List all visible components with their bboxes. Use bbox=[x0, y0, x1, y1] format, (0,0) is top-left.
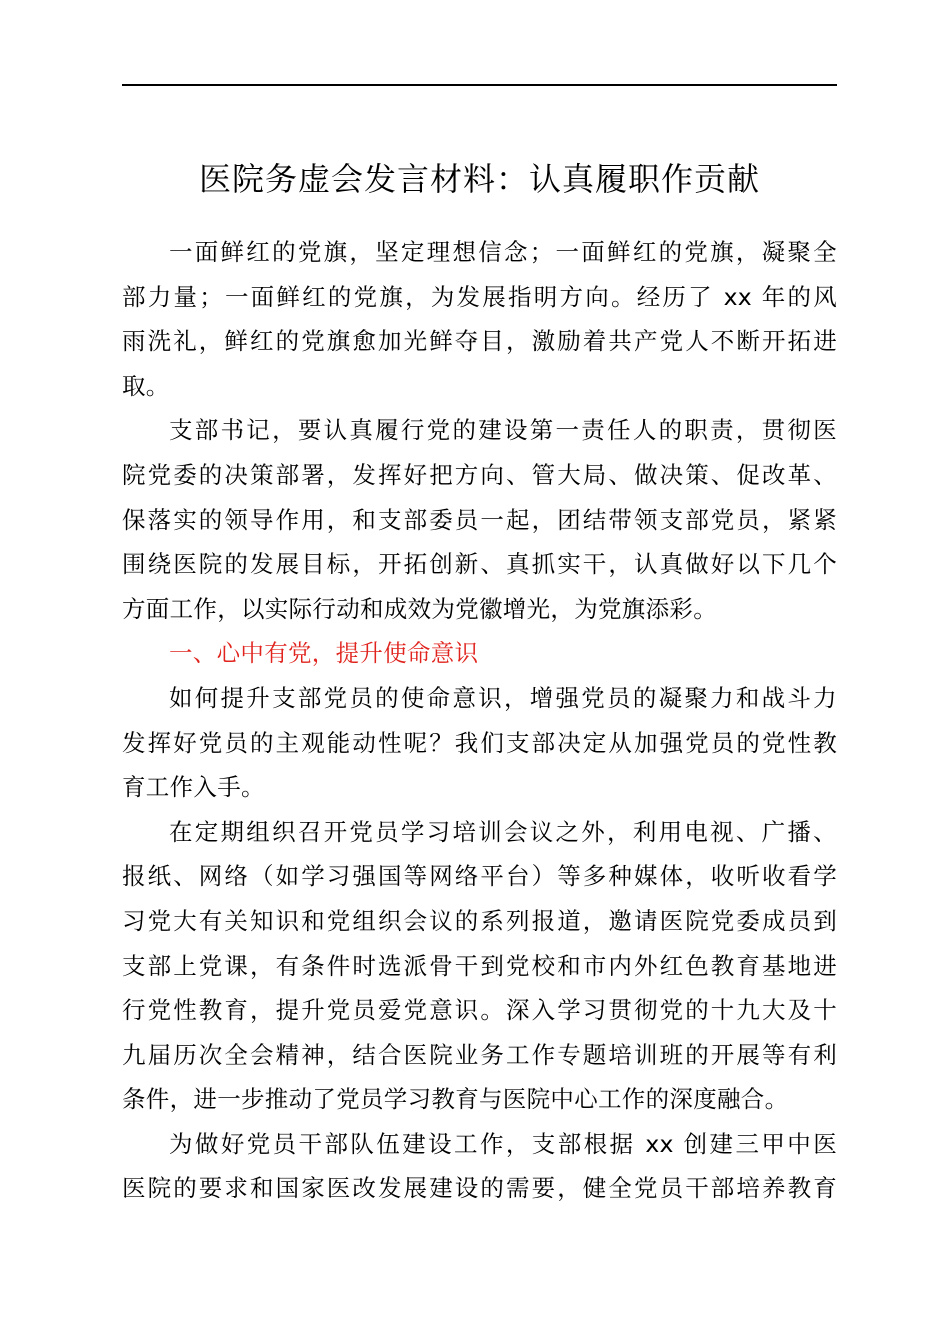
header-rule bbox=[122, 84, 837, 86]
paragraph-line: 为做好党员干部队伍建设工作，支部根据 xx 创建三甲中医 bbox=[169, 1129, 837, 1158]
paragraph-line: 在定期组织召开党员学习培训会议之外，利用电视、广播、 bbox=[169, 817, 837, 846]
paragraph-line: 支部上党课，有条件时选派骨干到党校和市内外红色教育基地进 bbox=[122, 951, 837, 980]
paragraph-line: 育工作入手。 bbox=[122, 773, 265, 802]
paragraph-line: 取。 bbox=[122, 371, 170, 400]
document-title: 医院务虚会发言材料：认真履职作贡献 bbox=[198, 160, 760, 198]
paragraph-line: 条件，进一步推动了党员学习教育与医院中心工作的深度融合。 bbox=[122, 1085, 789, 1114]
document-body bbox=[122, 230, 837, 1211]
paragraph-1 bbox=[122, 230, 837, 408]
paragraph-line: 报纸、网络（如学习强国等网络平台）等多种媒体，收听收看学 bbox=[122, 862, 837, 891]
paragraph-line: 院党委的决策部署，发挥好把方向、管大局、做决策、促改革、 bbox=[122, 460, 837, 489]
paragraph-line: 雨洗礼，鲜红的党旗愈加光鲜夺目，激励着共产党人不断开拓进 bbox=[122, 327, 837, 356]
section-heading: 一、心中有党，提升使命意识 bbox=[169, 639, 479, 668]
paragraph-line: 医院的要求和国家医改发展建设的需要，健全党员干部培养教育 bbox=[122, 1174, 837, 1203]
paragraph-line: 支部书记，要认真履行党的建设第一责任人的职责，贯彻医 bbox=[169, 416, 837, 445]
paragraph-3 bbox=[122, 676, 837, 810]
paragraph-line: 习党大有关知识和党组织会议的系列报道，邀请医院党委成员到 bbox=[122, 906, 837, 935]
paragraph-line: 行党性教育，提升党员爱党意识。深入学习贯彻党的十九大及十 bbox=[122, 996, 837, 1025]
paragraph-5 bbox=[122, 1122, 837, 1211]
paragraph-2 bbox=[122, 408, 837, 631]
paragraph-line: 九届历次全会精神，结合医院业务工作专题培训班的开展等有利 bbox=[122, 1040, 837, 1069]
paragraph-line: 一面鲜红的党旗，坚定理想信念；一面鲜红的党旗，凝聚全 bbox=[169, 238, 837, 266]
paragraph-4 bbox=[122, 810, 837, 1122]
paragraph-line: 部力量；一面鲜红的党旗，为发展指明方向。经历了 xx 年的风 bbox=[122, 282, 837, 311]
paragraph-line: 保落实的领导作用，和支部委员一起，团结带领支部党员，紧紧 bbox=[122, 505, 837, 534]
paragraph-line: 发挥好党员的主观能动性呢？我们支部决定从加强党员的党性教 bbox=[122, 728, 837, 757]
paragraph-line: 围绕医院的发展目标，开拓创新、真抓实干，认真做好以下几个 bbox=[122, 550, 837, 579]
paragraph-line: 如何提升支部党员的使命意识，增强党员的凝聚力和战斗力 bbox=[169, 683, 837, 712]
paragraph-line: 方面工作，以实际行动和成效为党徽增光，为党旗添彩。 bbox=[122, 594, 717, 623]
